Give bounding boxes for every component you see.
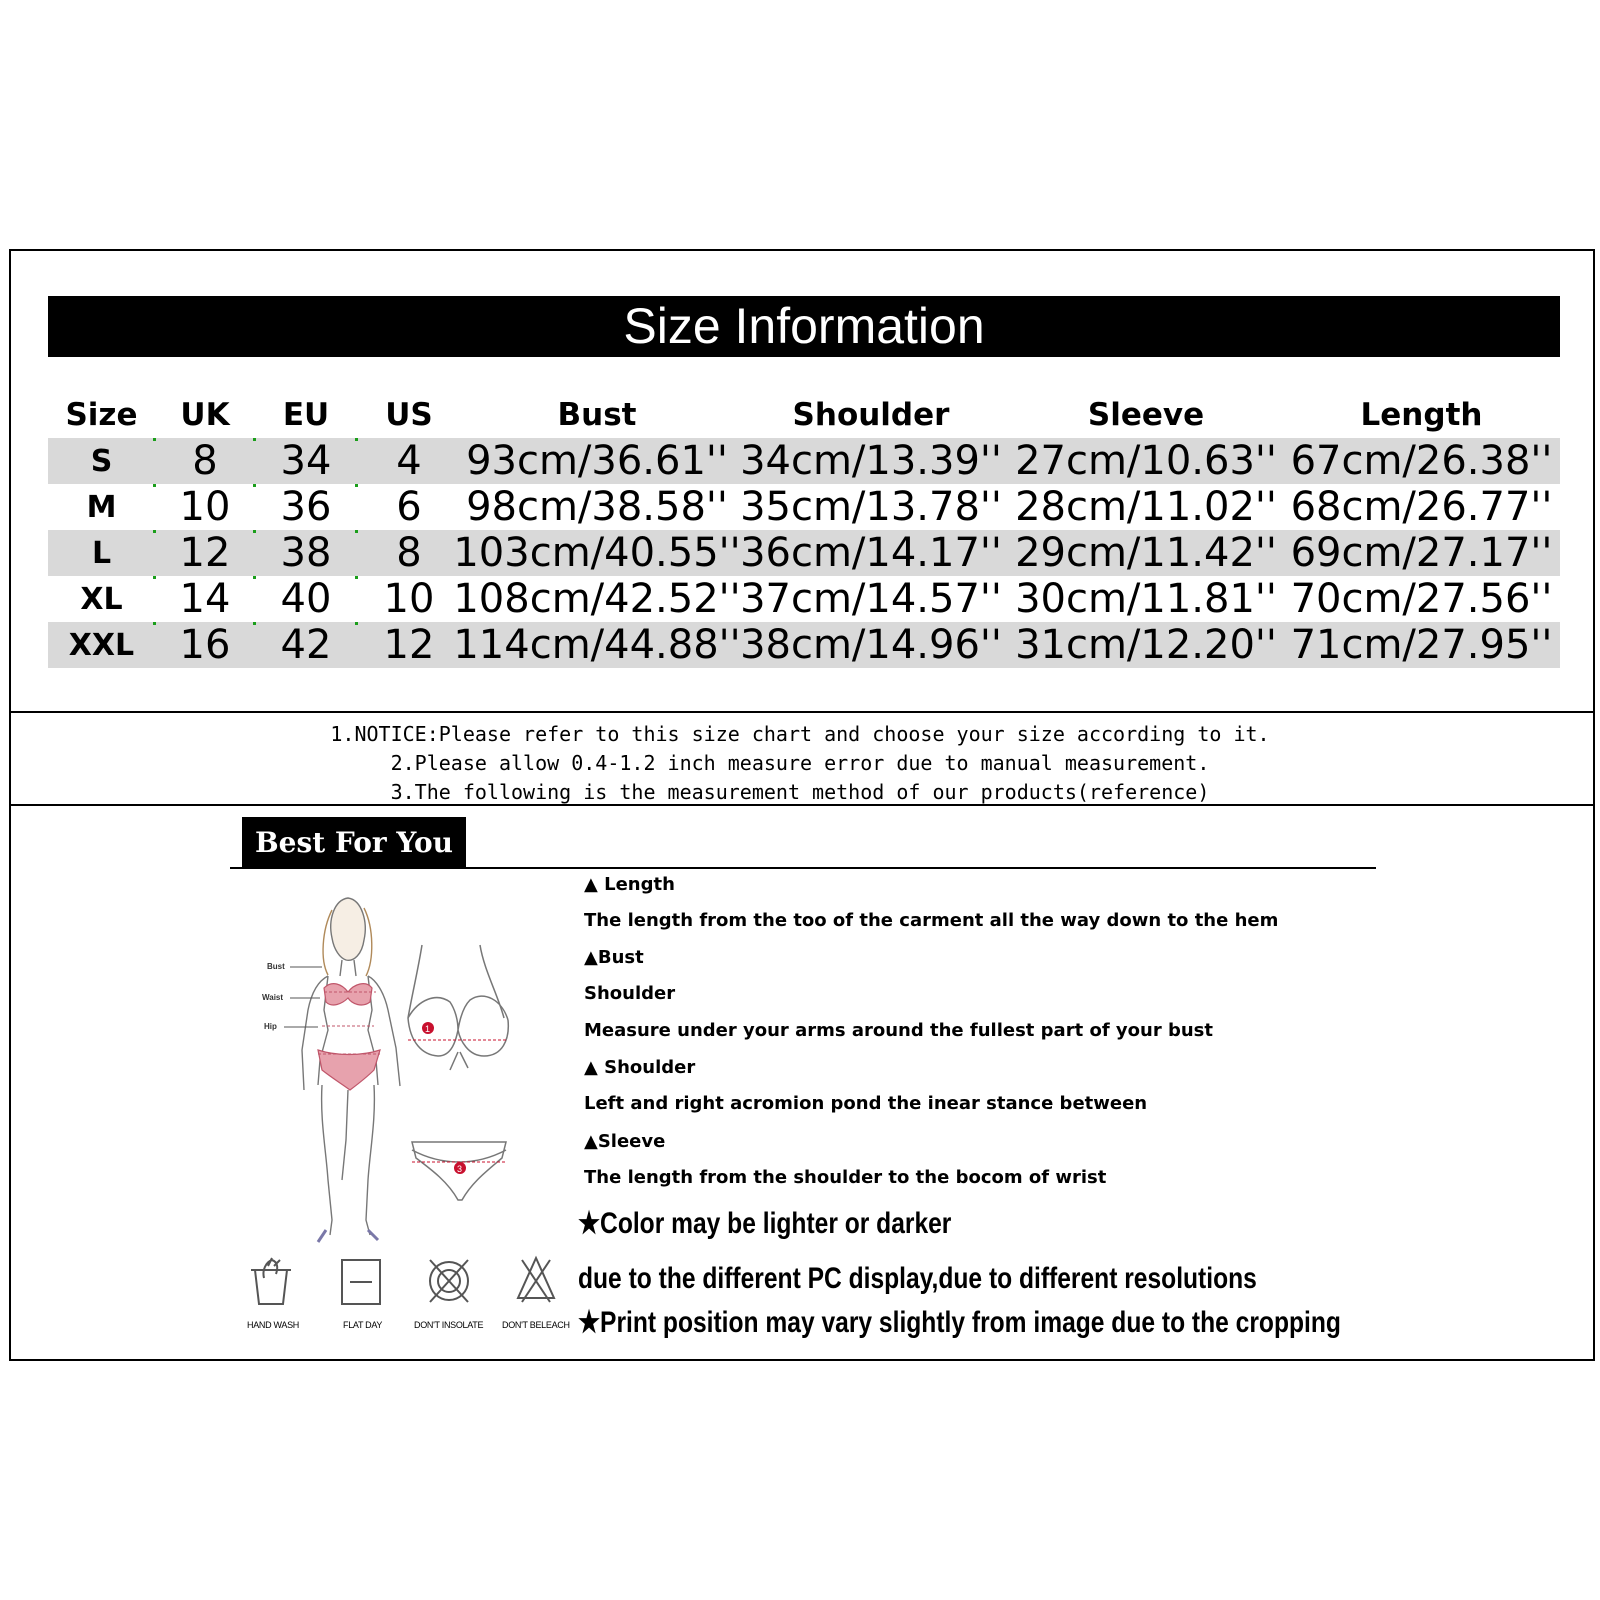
instruction-line: ▲Bust	[584, 947, 644, 968]
size-cell: S	[90, 443, 113, 479]
length-cell: 69cm/27.17''	[1290, 530, 1553, 576]
instruction-line: ▲ Shoulder	[584, 1057, 696, 1078]
print-note: ★Print position may vary slightly from image due to the cropping	[578, 1306, 1341, 1339]
tick-mark	[253, 622, 256, 625]
display-note: due to the different PC display,due to different resolutions	[578, 1262, 1257, 1295]
hip-label: Hip	[264, 1022, 277, 1031]
header-shoulder: Shoulder	[792, 397, 950, 433]
bust-cell: 93cm/36.61''	[466, 438, 728, 484]
us-value: 10	[383, 576, 435, 622]
tick-mark	[253, 484, 256, 487]
tick-mark	[153, 438, 156, 441]
page-title: Size Information	[48, 296, 1560, 357]
table-row	[48, 438, 1560, 484]
tick-mark	[153, 622, 156, 625]
divider	[9, 711, 1595, 713]
sleeve-cell: 31cm/12.20''	[1015, 622, 1277, 668]
us-value: 4	[396, 438, 422, 484]
tick-mark	[153, 576, 156, 579]
tick-mark	[253, 438, 256, 441]
eu-value: 34	[280, 438, 332, 484]
instruction-line: Shoulder	[584, 983, 676, 1004]
note-line: 1.NOTICE:Please refer to this size chart and choose your size according to it.	[330, 722, 1270, 746]
eu-cell	[255, 530, 357, 576]
bust-cell: 114cm/44.88''	[453, 622, 741, 668]
color-note: ★Color may be lighter or darker	[578, 1207, 952, 1240]
tick-mark	[355, 484, 358, 487]
length-cell: 71cm/27.95''	[1290, 622, 1553, 668]
flat-dry-icon	[340, 1258, 382, 1306]
uk-value: 8	[192, 438, 218, 484]
instruction-line: The length from the shoulder to the bocom of wrist	[584, 1167, 1107, 1188]
uk-cell	[155, 576, 255, 622]
hand-wash-icon	[248, 1256, 294, 1308]
bust-label: Bust	[267, 962, 285, 971]
no-bleach-icon	[514, 1254, 558, 1304]
divider	[230, 867, 1376, 869]
header-length: Length	[1360, 397, 1483, 433]
note-line: 2.Please allow 0.4-1.2 inch measure error due to manual measurement.	[390, 751, 1210, 775]
us-cell	[357, 576, 461, 622]
tick-mark	[153, 484, 156, 487]
eu-cell	[255, 622, 357, 668]
size-cell: L	[91, 535, 112, 571]
shoulder-cell: 36cm/14.17''	[740, 530, 1002, 576]
us-value: 8	[396, 530, 422, 576]
table-row	[48, 484, 1560, 530]
no-bleach-label: DON'T BELEACH	[502, 1320, 570, 1330]
eu-cell	[255, 438, 357, 484]
instruction-line: The length from the too of the carment all the way down to the hem	[584, 910, 1279, 931]
best-for-you-tab: Best For You	[242, 817, 466, 869]
length-cell: 68cm/26.77''	[1290, 484, 1553, 530]
eu-value: 38	[280, 530, 332, 576]
instruction-line: ▲Sleeve	[584, 1131, 666, 1152]
us-cell	[357, 484, 461, 530]
eu-cell	[255, 484, 357, 530]
table-row	[48, 622, 1560, 668]
waist-label: Waist	[262, 993, 284, 1002]
notice-notes	[100, 720, 1500, 807]
bust-cell: 103cm/40.55''	[453, 530, 741, 576]
no-insolate-label: DON'T INSOLATE	[414, 1320, 484, 1330]
eu-value: 40	[280, 576, 332, 622]
shoulder-cell: 38cm/14.96''	[740, 622, 1002, 668]
bra-diagram-icon	[408, 945, 508, 1070]
uk-value: 12	[179, 530, 231, 576]
uk-cell	[155, 484, 255, 530]
sleeve-cell: 30cm/11.81''	[1015, 576, 1277, 622]
length-cell: 67cm/26.38''	[1290, 438, 1553, 484]
sleeve-cell: 27cm/10.63''	[1015, 438, 1277, 484]
no-insolate-icon	[426, 1256, 472, 1306]
header-uk: UK	[180, 397, 230, 433]
hand-wash-label: HAND WASH	[247, 1320, 299, 1330]
tick-mark	[355, 438, 358, 441]
instruction-line: Measure under your arms around the fullest part of your bust	[584, 1020, 1213, 1041]
note-line: 3.The following is the measurement method of our products(reference)	[390, 780, 1210, 804]
bust-cell: 108cm/42.52''	[453, 576, 741, 622]
bikini-top-figure	[324, 984, 372, 1005]
uk-value: 14	[179, 576, 231, 622]
instruction-line: Left and right acromion pond the inear stance between	[584, 1093, 1148, 1114]
uk-cell	[155, 622, 255, 668]
length-cell: 70cm/27.56''	[1290, 576, 1553, 622]
divider	[9, 804, 1595, 806]
marker-1-label: 1	[425, 1024, 431, 1034]
sleeve-cell: 28cm/11.02''	[1015, 484, 1277, 530]
instruction-line: ▲ Length	[584, 874, 675, 895]
shoulder-cell: 35cm/13.78''	[740, 484, 1002, 530]
shoulder-cell: 37cm/14.57''	[740, 576, 1002, 622]
measurement-figure	[262, 880, 572, 1250]
us-cell	[357, 530, 461, 576]
shoulder-cell: 34cm/13.39''	[740, 438, 1002, 484]
us-cell	[357, 622, 461, 668]
header-sleeve: Sleeve	[1087, 397, 1205, 433]
tick-mark	[253, 530, 256, 533]
tick-mark	[253, 576, 256, 579]
us-value: 12	[383, 622, 435, 668]
header-eu: EU	[282, 397, 330, 433]
bust-cell: 98cm/38.58''	[466, 484, 728, 530]
us-value: 6	[396, 484, 422, 530]
sleeve-cell: 29cm/11.42''	[1015, 530, 1277, 576]
size-cell: XL	[80, 581, 123, 617]
size-cell: M	[86, 489, 117, 525]
table-row	[48, 530, 1560, 576]
uk-cell	[155, 530, 255, 576]
uk-value: 10	[179, 484, 231, 530]
tick-mark	[153, 530, 156, 533]
flat-dry-label: FLAT DAY	[343, 1320, 383, 1330]
header-bust: Bust	[557, 397, 637, 433]
tick-mark	[355, 530, 358, 533]
uk-value: 16	[179, 622, 231, 668]
tick-mark	[355, 622, 358, 625]
eu-cell	[255, 576, 357, 622]
table-row	[48, 576, 1560, 622]
bikini-bottom-figure	[318, 1050, 380, 1090]
header-us: US	[385, 397, 433, 433]
header-size: Size	[65, 397, 138, 433]
marker-3-label: 3	[457, 1164, 463, 1174]
uk-cell	[155, 438, 255, 484]
tick-mark	[355, 576, 358, 579]
us-cell	[357, 438, 461, 484]
size-cell: XXL	[68, 627, 135, 663]
eu-value: 42	[280, 622, 332, 668]
eu-value: 36	[280, 484, 332, 530]
table-header	[48, 392, 1560, 438]
